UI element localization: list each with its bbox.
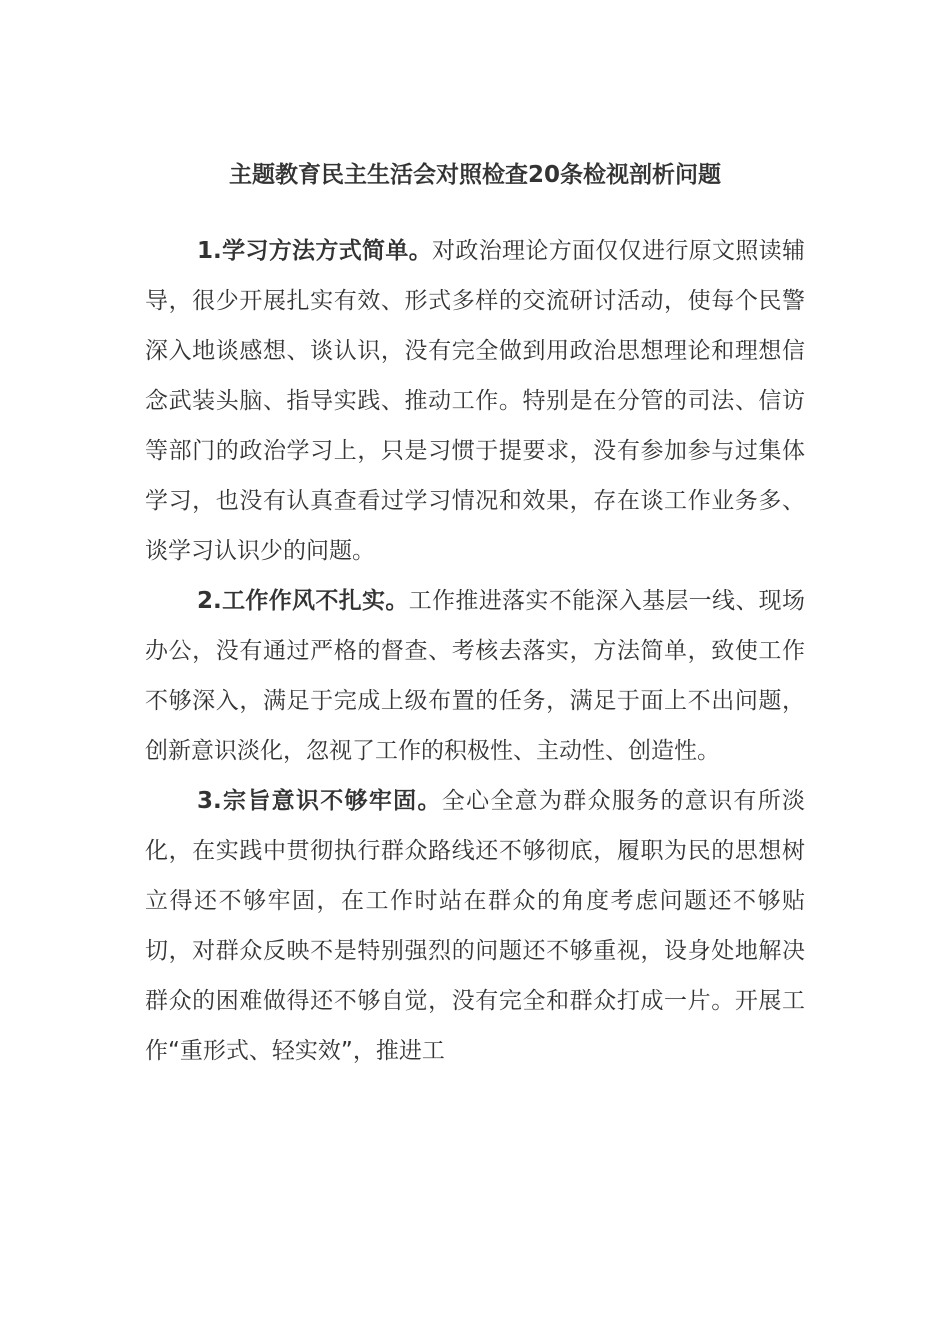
paragraph-1-heading: 1.学习方法方式简单。 (197, 238, 433, 264)
paragraph-2 (145, 576, 805, 776)
paragraph-3-heading: 3.宗旨意识不够牢固。 (197, 788, 442, 814)
paragraph-2-heading: 2.工作作风不扎实。 (197, 588, 409, 614)
paragraph-3 (145, 776, 805, 1076)
document-title: 主题教育民主生活会对照检查20条检视剖析问题 (228, 162, 721, 188)
document-body (145, 226, 805, 1076)
paragraph-3-text: 全心全意为群众服务的意识有所淡化，在实践中贯彻执行群众路线还不够彻底，履职为民的思想树立得还不够牢固，在工作时站在群众的角度考虑问题还不够贴切，对群众反映不是特别强烈的问题还不够重视，设身处地解决群众的困难做得还不够自觉，没有完全和群众打成一片。开展工作“重形式、轻实效”，推进工 (145, 788, 805, 1064)
paragraph-2-text: 工作推进落实不能深入基层一线、现场办公，没有通过严格的督查、考核去落实，方法简单，致使工作不够深入，满足于完成上级布置的任务，满足于面上不出问题，创新意识淡化，忽视了工作的积极性、主动性、创造性。 (145, 588, 805, 764)
paragraph-1-text: 对政治理论方面仅仅进行原文照读辅导，很少开展扎实有效、形式多样的交流研讨活动，使每个民警深入地谈感想、谈认识，没有完全做到用政治思想理论和理想信念武装头脑、指导实践、推动工作。特别是在分管的司法、信访等部门的政治学习上，只是习惯于提要求，没有参加参与过集体学习，也没有认真查看过学习情况和效果，存在谈工作业务多、谈学习认识少的问题。 (145, 238, 805, 564)
paragraph-1 (145, 226, 805, 576)
